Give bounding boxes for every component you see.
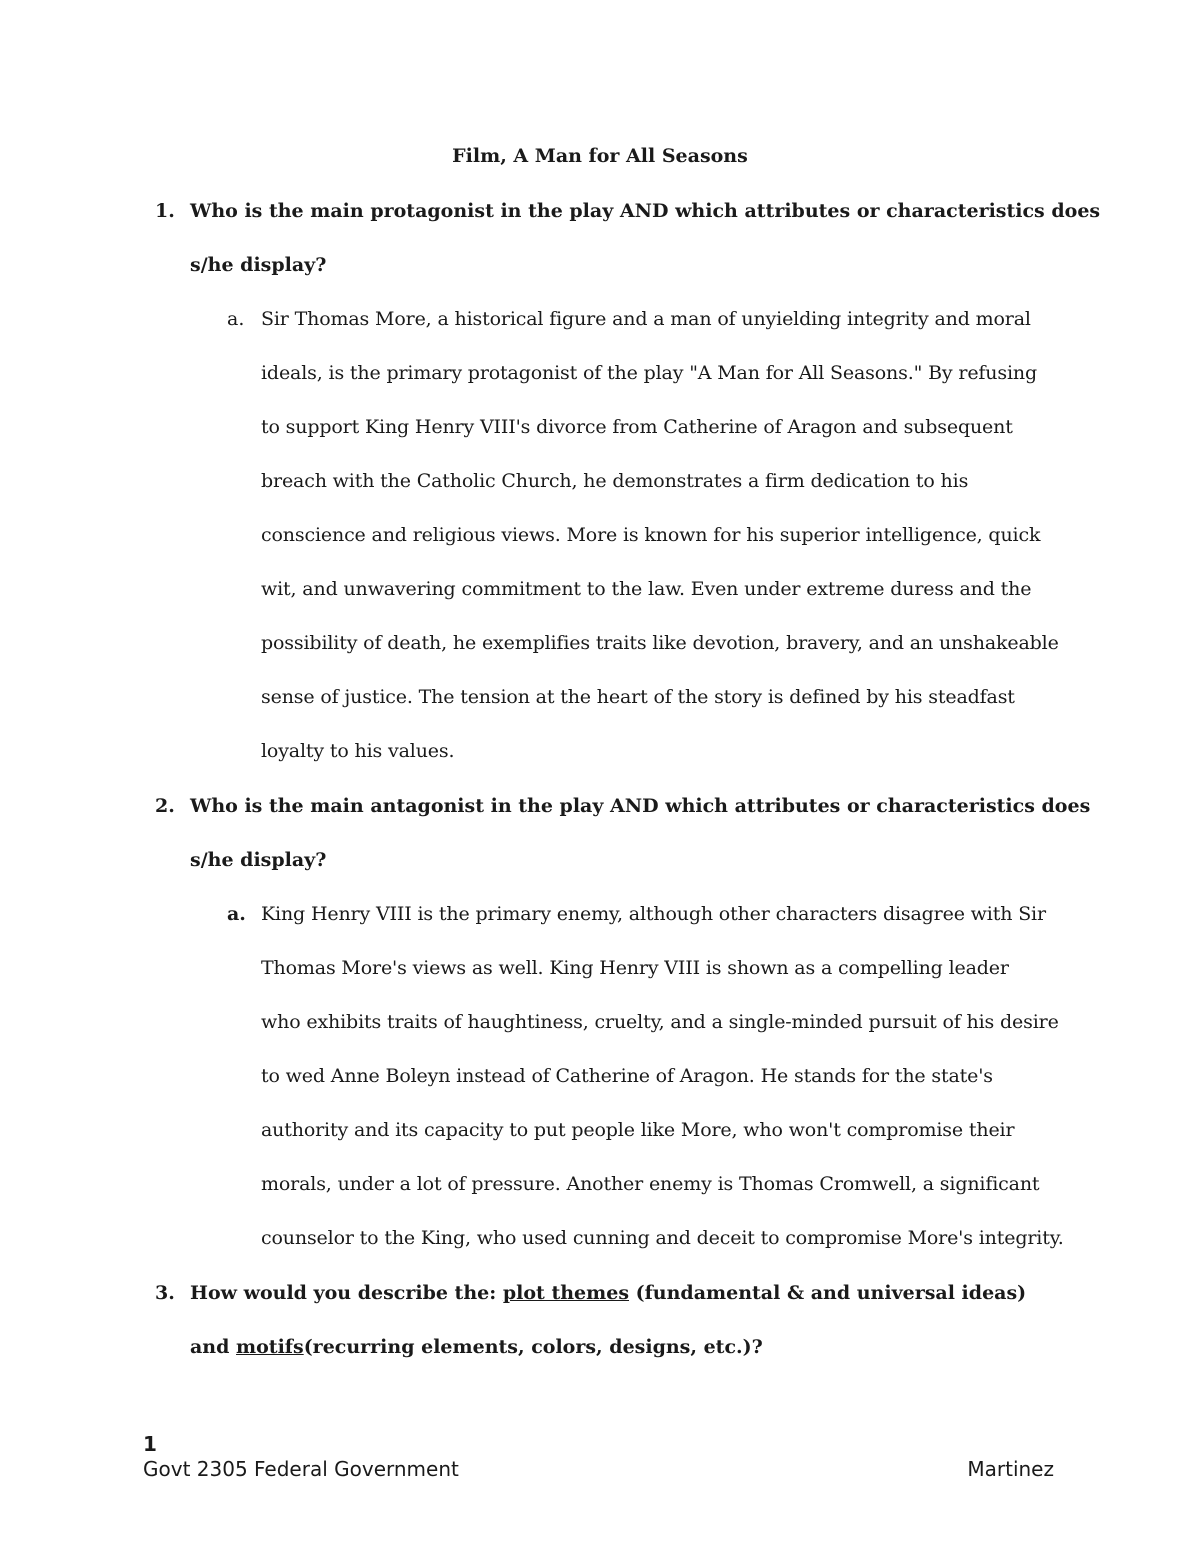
question-1-text (190, 184, 1101, 292)
question-3-line-2-pre: and (190, 1336, 237, 1358)
motifs-term: motifs (236, 1336, 304, 1358)
footer-author: Martinez (967, 1457, 1054, 1481)
answer-1-line: sense of justice. The tension at the heart of the story is defined by his steadfast (261, 686, 1015, 708)
answer-1-text (261, 292, 1071, 778)
answer-2-line: authority and its capacity to put people like More, who won't compromise their (261, 1119, 1015, 1141)
answer-1-line: conscience and religious views. More is known for his superior intelligence, quick (261, 524, 1041, 546)
answer-2-line: counselor to the King, who used cunning and deceit to compromise More's integrity. (261, 1227, 1064, 1249)
answer-2-text (261, 887, 1071, 1265)
question-1-line-2: s/he display? (190, 254, 327, 276)
answer-2-letter: a. (227, 903, 246, 925)
answer-2-line: Thomas More's views as well. King Henry VIII is shown as a compelling leader (261, 957, 1009, 979)
answer-2-line: King Henry VIII is the primary enemy, although other characters disagree with Sir (261, 903, 1046, 925)
question-2-text (190, 779, 1091, 887)
question-2-number: 2. (155, 795, 175, 817)
question-3-text (190, 1266, 1070, 1374)
question-3-number: 3. (155, 1282, 175, 1304)
answer-2-line: who exhibits traits of haughtiness, cruelty, and a single-minded pursuit of his desire (261, 1011, 1059, 1033)
question-3-line-1 (190, 1266, 1070, 1320)
question-3-line-2 (190, 1320, 1070, 1374)
answer-2-line: to wed Anne Boleyn instead of Catherine of Aragon. He stands for the state's (261, 1065, 993, 1087)
document-title: Film, A Man for All Seasons (452, 145, 748, 167)
question-3-line-1-post: (fundamental & and universal ideas) (629, 1282, 1027, 1304)
page-number: 1 (143, 1432, 157, 1456)
question-2-line-2: s/he display? (190, 849, 327, 871)
answer-1-line: possibility of death, he exemplifies traits like devotion, bravery, and an unshakeable (261, 632, 1059, 654)
answer-1-line: Sir Thomas More, a historical figure and a man of unyielding integrity and moral (261, 308, 1031, 330)
question-2-line-1: Who is the main antagonist in the play AND which attributes or characteristics does (190, 795, 1091, 817)
answer-1-line: to support King Henry VIII's divorce from Catherine of Aragon and subsequent (261, 416, 1013, 438)
answer-1-line: wit, and unwavering commitment to the law. Even under extreme duress and the (261, 578, 1032, 600)
answer-1-line: loyalty to his values. (261, 740, 455, 762)
answer-1-line: breach with the Catholic Church, he demonstrates a firm dedication to his (261, 470, 969, 492)
question-3-line-1-pre: How would you describe the: (190, 1282, 503, 1304)
footer-course: Govt 2305 Federal Government (143, 1457, 459, 1481)
plot-themes-term: plot themes (502, 1282, 630, 1304)
question-1-number: 1. (155, 200, 175, 222)
question-3-line-2-post: (recurring elements, colors, designs, etc.)? (303, 1336, 763, 1358)
question-1-line-1: Who is the main protagonist in the play AND which attributes or characteristics does (190, 200, 1101, 222)
answer-1-letter: a. (227, 308, 245, 330)
answer-1-line: ideals, is the primary protagonist of the play "A Man for All Seasons." By refusing (261, 362, 1038, 384)
answer-2-line: morals, under a lot of pressure. Another enemy is Thomas Cromwell, a significant (261, 1173, 1040, 1195)
